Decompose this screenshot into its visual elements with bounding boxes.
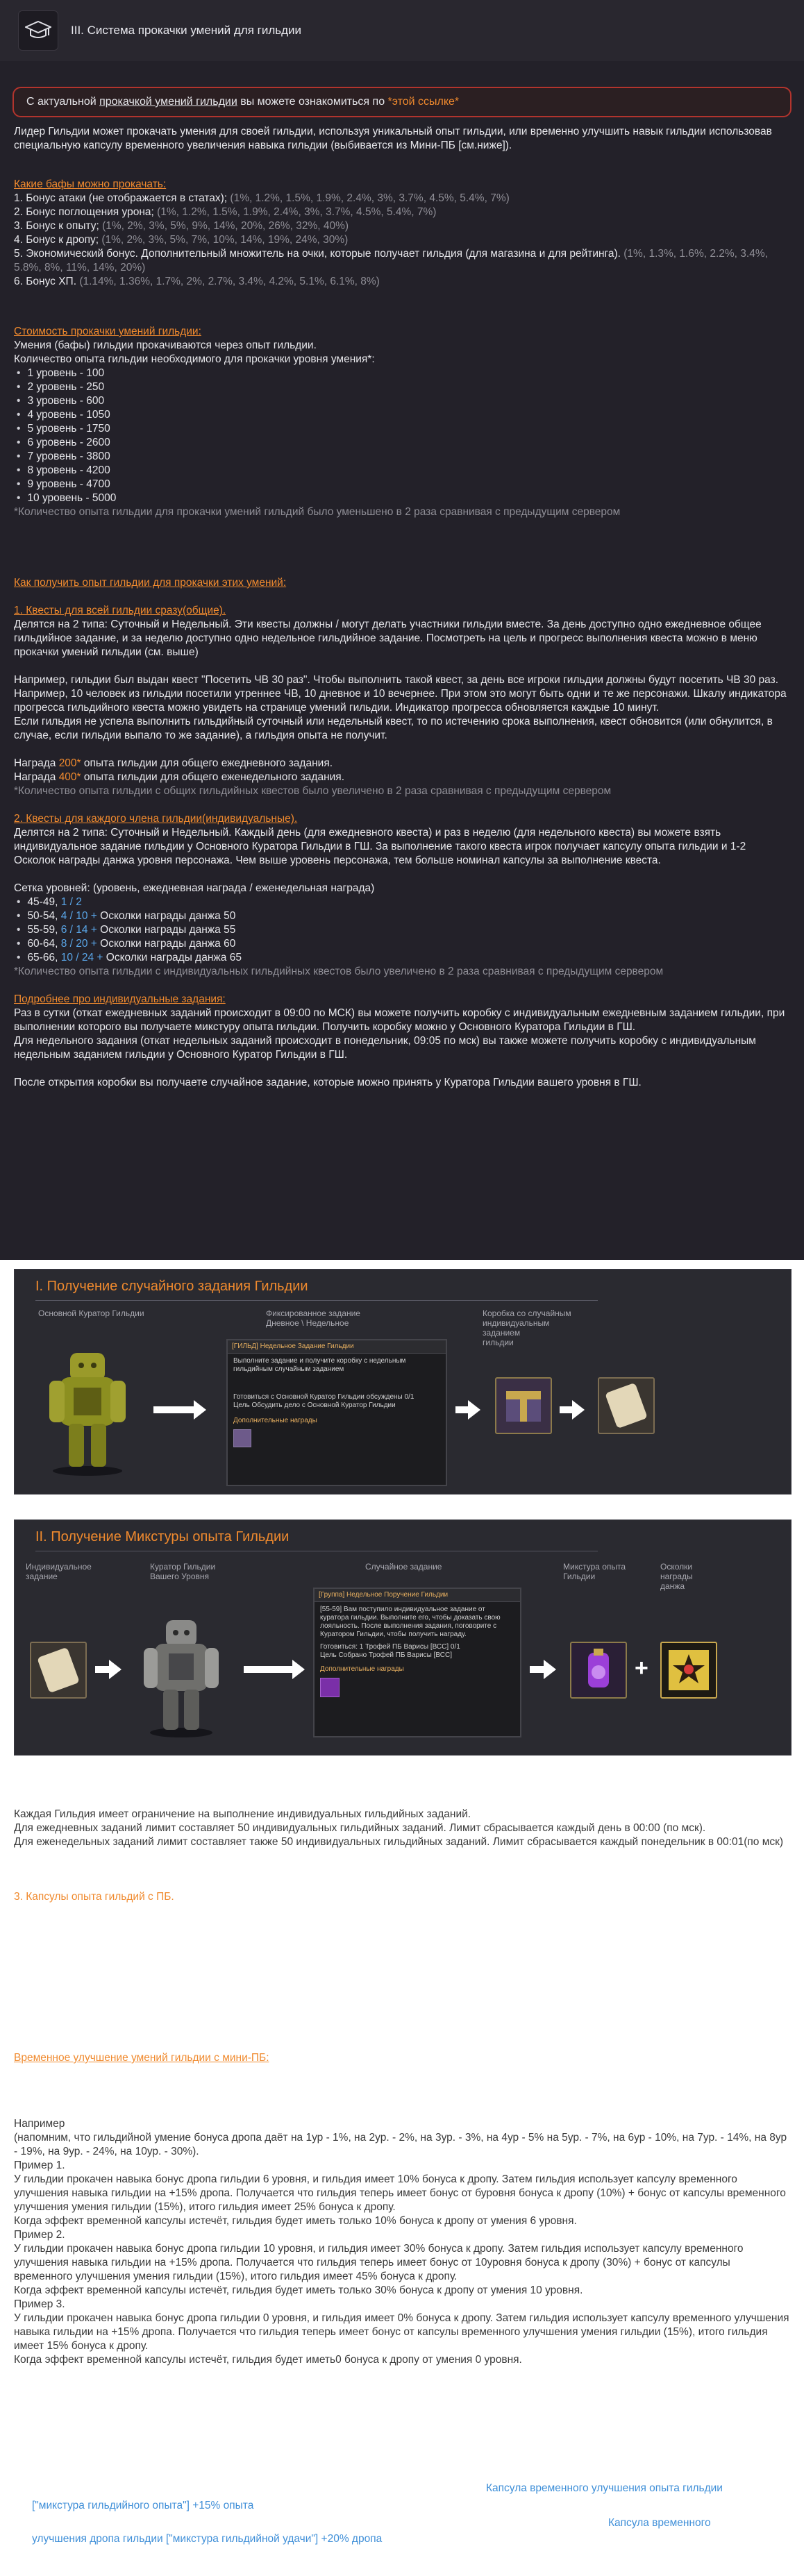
label-box: Коробка со случайным индивидуальным заданием гильдии — [483, 1308, 571, 1347]
arrow-shaft — [153, 1406, 195, 1413]
fixed-quest-window — [226, 1339, 447, 1486]
details-p2: Для недельного задания (откат недельных заданий происходит в понедельник, 09:05 по мск) вы также можете получить коробку с индивидуальным недельным заданием гильдии у Основного Куратор Гильдии в ГШ. — [14, 1035, 756, 1061]
level-item: • 4 уровень - 1050 — [17, 408, 788, 422]
label-potion: Микстура опыта Гильдии — [563, 1562, 626, 1581]
example2-title: Пример 2. — [14, 2229, 65, 2241]
panel-guild-potion — [14, 1519, 792, 1756]
cost-note: *Количество опыта гильдии для прокачки умений гильдий было уменьшено в 2 раза сравнивая с предыдущим сервером — [14, 506, 621, 518]
capsule-temp-link[interactable]: Капсула временного — [608, 2517, 711, 2529]
grid-row: • 65-66, 10 / 24 + Осколки награды данжа 65 — [17, 951, 788, 965]
quest-window-title: [Группа] Недельное Поручение Гильдии — [315, 1589, 520, 1602]
example1-end: Когда эффект временной капсулы истечёт, гильдия будет иметь только 10% бонуса к дропу от умения 6 уровня. — [14, 2215, 577, 2227]
guild-exp-potion-icon — [570, 1642, 627, 1699]
quest-description: Выполните задание и получите коробку с недельным гильдийным случайным заданием — [233, 1357, 406, 1373]
grid-title: Сетка уровней: (уровень, ежедневная награда / еженедельная награда) — [14, 882, 375, 894]
howto-heading: Как получить опыт гильдии для прокачки этих умений: — [14, 577, 287, 589]
quest-rewards-label: Дополнительные награды — [320, 1665, 404, 1673]
details-p3: После открытия коробки вы получаете случайное задание, которые можно принять у Куратора Гильдии вашего уровня в ГШ. — [14, 1077, 642, 1088]
reward-daily: Награда 200* опыта гильдии для общего ежедневного задания. — [14, 757, 333, 769]
buff-item: 4. Бонус к дропу; (1%, 2%, 3%, 5%, 7%, 10%, 14%, 19%, 24%, 30%) — [14, 234, 349, 246]
level-item: • 2 уровень - 250 — [17, 380, 788, 394]
arrow-shaft — [455, 1406, 469, 1413]
panel-random-task — [14, 1269, 792, 1495]
arrow-shaft — [560, 1406, 573, 1413]
details-heading: Подробнее про индивидуальные задания: — [14, 993, 226, 1005]
scroll-task-icon — [30, 1642, 87, 1699]
level-item: • 9 уровень - 4700 — [17, 478, 788, 491]
q2-heading: 2. Квесты для каждого члена гильдии(индивидуальные). — [14, 813, 298, 825]
arrow-shaft — [244, 1666, 294, 1673]
this-link[interactable]: *этой ссылке* — [387, 96, 460, 108]
level-item: • 7 уровень - 3800 — [17, 450, 788, 464]
label-fixed-task: Фиксированное задание Дневное \ Недельное — [266, 1308, 360, 1328]
random-quest-window — [313, 1588, 521, 1737]
level-item: • 3 уровень - 600 — [17, 394, 788, 408]
level-curator-npc-figure — [140, 1610, 223, 1739]
q1-example: Например, гильдии был выдан квест "Посетить ЧВ 30 раз". Чтобы выполнить такой квест, за день все игроки гильдии должны будут посетить ЧВ 30 раз. Например, 10 человек из гильдии посетили утреннее ЧВ, 10 дневное и 10 вечернее. При этом это могут быть одни и те же персонажи. Шкалу индикатора прогресса гильдийного квеста можно увидеть на странице умений гильдии. Индикатор прогресса обновляется каждые 10 минут. — [14, 674, 787, 714]
panel2-title: II. Получение Микстуры опыта Гильдии — [35, 1529, 290, 1544]
capsule-exp-link[interactable]: Капсула временного улучшения опыта гильдии — [486, 2482, 723, 2494]
arrow-right-icon — [544, 1660, 556, 1679]
howto-block — [14, 576, 788, 1090]
limits-block — [14, 1808, 790, 1849]
arrow-right-icon — [292, 1660, 305, 1679]
limits-p3: Для еженедельных заданий лимит составляет также 50 индивидуальных гильдийных заданий. Лимит сбрасывается каждый понедельник в 00:01(по мск) — [14, 1836, 784, 1848]
buff-item: 3. Бонус к опыту; (1%, 2%, 3%, 5%, 9%, 14%, 20%, 26%, 32%, 40%) — [14, 220, 349, 232]
dungeon-fragment-icon — [660, 1642, 717, 1699]
curator-npc-figure — [42, 1339, 133, 1478]
example1-text: У гильдии прокачен навыка бонус дропа гильдии 6 уровня, и гильдия имеет 10% бонуса к дропу. Затем гильдия использует капсулу временного улучшения навыка гильдии на +15% дропа. Получается что гильдия теперь имеет бонус от буровня бонуса к дропу (10%) + бонус от капсулы временного улучшения умения гильдии (15%), итого гильдия имеет 25% бонуса к дропу. — [14, 2173, 786, 2213]
q1-heading: 1. Квесты для всей гильдии сразу(общие). — [14, 605, 226, 616]
buff-item: 2. Бонус поглощения урона; (1%, 1.2%, 1.5%, 1.9%, 2.4%, 3%, 3.7%, 4.5%, 5.4%, 7%) — [14, 206, 437, 218]
notice-banner — [12, 87, 792, 117]
buff-item: 1. Бонус атаки (не отображается в статах); (1%, 1.2%, 1.5%, 1.9%, 2.4%, 3%, 3.7%, 4.5%, 5.4%, 7%) — [14, 192, 510, 204]
q2-paragraph: Делятся на 2 типа: Суточный и Недельный. Каждый день (для ежедневного квеста) и раз в неделю (для недельного квеста) вы можете взять индивидуальное задание гильдии у Основного Куратора Гильдии в ГШ. За выполнение такого квеста игрок получает капсулу опыта гильдии и 1-2 Осколок награды данжа уровня персонажа. Чем выше уровень персонажа, тем больше номинал капсулы за выполнение квеста. — [14, 827, 746, 866]
buffs-heading: Какие бафы можно прокачать: — [14, 178, 167, 190]
dark-content-section — [0, 0, 804, 1260]
cost-heading: Стоимость прокачки умений гильдии: — [14, 326, 201, 337]
quest-goal: Готовиться: 1 Трофей ПБ Варисы [ВСС] 0/1 — [320, 1643, 460, 1651]
potion-reward-icon — [320, 1678, 340, 1697]
label-random-task: Случайное задание — [365, 1562, 442, 1572]
cost-levels-list — [17, 367, 788, 505]
label-fragments: Осколки награды данжа — [660, 1562, 693, 1591]
panel1-title: I. Получение случайного задания Гильдии — [35, 1279, 308, 1294]
cost-line2: Количество опыта гильдии необходимого для прокачки уровня умения*: — [14, 353, 375, 365]
grid-row: • 60-64, 8 / 20 + Осколки награды данжа 60 — [17, 937, 788, 951]
banner-middle: вы можете ознакомиться по — [237, 96, 388, 108]
limits-p1: Каждая Гильдия имеет ограничение на выполнение индивидуальных гильдийных заданий. — [14, 1808, 471, 1820]
example3-title: Пример 3. — [14, 2298, 65, 2310]
skills-link[interactable]: прокачкой умений гильдии — [99, 96, 237, 108]
quest-rewards-label: Дополнительные награды — [233, 1417, 317, 1424]
q2-note: *Количество опыта гильдии с индивидуальных гильдийных квестов было увеличено в 2 раза сравнивая с предыдущим сервером — [14, 966, 664, 977]
grid-row: • 55-59, 6 / 14 + Осколки награды данжа 55 — [17, 923, 788, 937]
buff-item: 5. Экономический бонус. Дополнительный множитель на очки, которые получает гильдия (для магазина и для рейтинга). (1%, 1.3%, 1.6%, 2.2%, 3.4%, 5.8%, 8%, 11%, 14%, 20%) — [14, 248, 768, 273]
graduation-cap-icon — [18, 10, 58, 51]
capsules-heading: 3. Капсулы опыта гильдий с ПБ. — [14, 1891, 174, 1903]
example3-text: У гильдии прокачен навыка бонус дропа гильдии 0 уровня, и гильдия имеет 0% бонуса к дропу. Затем гильдия использует капсулу временного улучшения навыка гильдии на +15% дропа. Получается что гильдия теперь имеет бонус от капсулы временного улучшения умения гильдии (15%), итого гильдия имеет 15% бонуса к дропу. — [14, 2312, 789, 2352]
section-header — [0, 0, 804, 61]
reward-box-icon — [233, 1429, 251, 1447]
example3-end: Когда эффект временной капсулы истечёт, гильдия будет иметь0 бонуса к дропу от умения 0 уровня. — [14, 2354, 522, 2366]
box-icon — [495, 1377, 552, 1434]
label-main-curator: Основной Куратор Гильдии — [38, 1308, 144, 1318]
quest-goal: Готовиться с Основной Куратор Гильдии обсуждены 0/1 — [233, 1393, 414, 1401]
quest-description: [55-59] Вам поступило индивидуальное задание от куратора гильдии. Выполните его, чтобы доказать свою лояльность. После выполнения задания, поговорите с Куратором Гильдии, чтобы получить награду. — [320, 1606, 501, 1638]
level-grid-list — [17, 895, 788, 965]
grid-row: • 50-54, 4 / 10 + Осколки награды данжа 50 — [17, 909, 788, 923]
arrow-shaft — [95, 1666, 110, 1673]
level-item: • 5 уровень - 1750 — [17, 422, 788, 436]
limits-p2: Для ежедневных заданий лимит составляет 50 индивидуальных гильдийных заданий. Лимит сбрасывается каждый день в 00:00 (по мск). — [14, 1822, 706, 1834]
q1-expire: Если гильдия не успела выполнить гильдийный суточный или недельный квест, то по истечению срока выполнения, квест обновится (или обнулится, в случае, если гильдии выпало то же задание), а гильдия опыта не получит. — [14, 716, 773, 741]
example2-text: У гильдии прокачен навыка бонус дропа гильдии 10 уровня, и гильдия имеет 30% бонуса к дропу. Затем гильдия использует капсулу временного улучшения навыка гильдии на +15% дропа. Получается что гильдия теперь имеет бонус от 10уровня бонуса к дропу (30%) + бонус от капсулы временного улучшения умения гильдии (15%), итого гильдия имеет 45% бонуса к дропу. — [14, 2243, 744, 2282]
buff-item: 6. Бонус ХП. (1.14%, 1.36%, 1.7%, 2%, 2.7%, 3.4%, 4.2%, 5.1%, 6.1%, 8%) — [14, 276, 380, 287]
level-item: • 8 уровень - 4200 — [17, 464, 788, 478]
arrow-right-icon — [468, 1400, 480, 1420]
panel1-divider — [35, 1300, 598, 1301]
label-level-curator: Куратор Гильдии Вашего Уровня — [150, 1562, 216, 1581]
example2-end: Когда эффект временной капсулы истечёт, гильдия будет иметь только 30% бонуса к дропу от умения 10 уровня. — [14, 2284, 583, 2296]
details-p1: Раз в сутки (откат ежедневных заданий происходит в 09:00 по МСК) вы можете получить коробку с индивидуальным ежедневным заданием гильдии, при выполнении которого вы получаете микстуру опыта гильдии. Получить коробку можно у Основного Куратора Гильдии в ГШ. — [14, 1007, 785, 1033]
buffs-block — [14, 178, 788, 289]
temp-improve-heading: Временное улучшение умений гильдии с мини-ПБ: — [14, 2052, 269, 2064]
examples-intro: Например — [14, 2118, 65, 2130]
examples-block — [14, 2117, 790, 2367]
scroll-task-icon — [598, 1377, 655, 1434]
arrow-right-icon — [194, 1400, 206, 1420]
example1-title: Пример 1. — [14, 2160, 65, 2171]
arrow-right-icon — [109, 1660, 122, 1679]
level-item: • 10 уровень - 5000 — [17, 491, 788, 505]
plus-sign: + — [635, 1655, 648, 1681]
quest-window-title: [ГИЛЬД] Недельное Задание Гильдии — [228, 1340, 446, 1354]
level-item: • 1 уровень - 100 — [17, 367, 788, 380]
arrow-shaft — [530, 1666, 545, 1673]
cost-line1: Умения (бафы) гильдии прокачиваются через опыт гильдии. — [14, 339, 317, 351]
grid-row: • 45-49, 1 / 2 — [17, 895, 788, 909]
q1-paragraph: Делятся на 2 типа: Суточный и Недельный. Эти квесты должны / могут делать участники гильдии вместе. За день доступно одно ежедневное общее гильдийное задание, и за неделю доступно одно недельное гильдийное задание. Посмотреть на цель и прогресс выполнения квеста можно в меню прокачки умений гильдии (см. выше) — [14, 618, 762, 658]
examples-reminder: (напомним, что гильдийной умение бонуса дропа даёт на 1ур - 1%, на 2ур. - 2%, на 3ур. - 3%, на 4ур - 5% на 5ур. - 7%, на 6ур - 10%, на 7ур. - 14%, на 8ур - 19%, на 9ур. - 24%, на 10ур. - 30%). — [14, 2132, 787, 2157]
quest-goal-target: Цель Собрано Трофей ПБ Варисы [ВСС] — [320, 1651, 452, 1659]
reward-weekly: Награда 400* опыта гильдии для общего еженедельного задания. — [14, 771, 345, 783]
section-title: III. Система прокачки умений для гильдии — [71, 24, 302, 37]
level-item: • 6 уровень - 2600 — [17, 436, 788, 450]
potion-exp-link[interactable]: ["микстура гильдийного опыта"] +15% опыта — [32, 2500, 254, 2511]
arrow-right-icon — [572, 1400, 585, 1420]
quest-goal-target: Цель Обсудить дело с Основной Куратор Гильдии — [233, 1401, 396, 1409]
q1-note: *Количество опыта гильдии с общих гильдийных квестов было увеличено в 2 раза сравнивая с предыдущим сервером — [14, 785, 612, 797]
cost-block — [14, 325, 788, 519]
label-individual-task: Индивидуальное задание — [26, 1562, 92, 1581]
drop-improve-link[interactable]: улучшения дропа гильдии ["микстура гильдийной удачи"] +20% дропа — [32, 2533, 383, 2545]
intro-text: Лидер Гильдии может прокачать умения для своей гильдии, используя уникальный опыт гильдии, или временно улучшить навык гильдии использовав специальную капсулу временного увеличения навыка гильдии (выбивается из Мини-ПБ [см.ниже]). — [14, 126, 772, 151]
banner-prefix: С актуальной — [26, 96, 100, 108]
